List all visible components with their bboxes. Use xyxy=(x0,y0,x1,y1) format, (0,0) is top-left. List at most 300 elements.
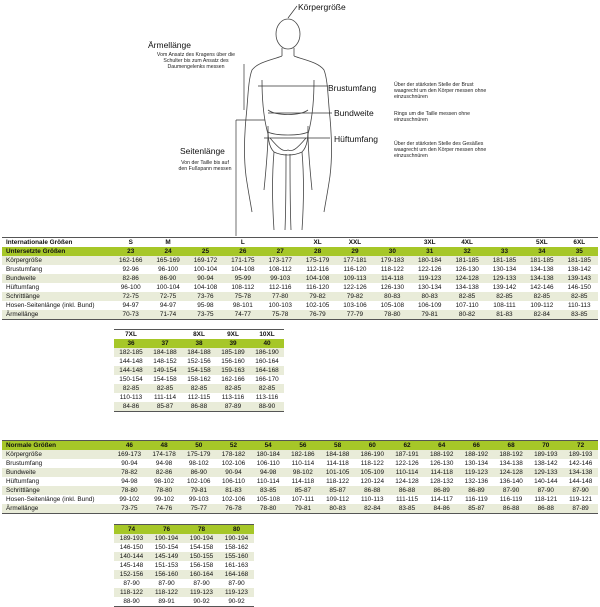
value-cell: 80-82 xyxy=(448,310,485,320)
value-cell: 182-185 xyxy=(114,348,148,357)
value-cell: 85-87 xyxy=(459,504,494,514)
row-label: Hüftumfang xyxy=(6,284,40,291)
value-cell: 81-83 xyxy=(216,486,251,495)
value-cell: 164-168 xyxy=(250,366,284,375)
value-cell: 95-99 xyxy=(224,274,261,283)
measure-row xyxy=(2,477,598,486)
value-cell: 116-120 xyxy=(306,284,330,291)
value-cell: 78-80 xyxy=(112,486,147,495)
size-table-untersetzt-extended xyxy=(114,329,284,412)
value-cell: 94-97 xyxy=(159,302,177,309)
value-cell: 76-78 xyxy=(216,504,251,514)
value-cell: 106-109 xyxy=(417,302,442,309)
value-cell: 77-80 xyxy=(262,292,299,301)
size-number-cell: 35 xyxy=(561,247,598,256)
measure-row xyxy=(114,561,254,570)
value-cell: 107-110 xyxy=(455,302,479,309)
value-cell: 111-115 xyxy=(395,496,418,503)
row-label: Hosen-Seitenlänge (inkl. Bund) xyxy=(6,496,95,503)
value-cell: 114-118 xyxy=(374,274,411,283)
measure-row xyxy=(2,486,598,495)
value-cell: 105-108 xyxy=(256,496,280,503)
value-cell: 75-78 xyxy=(262,310,299,320)
value-cell: 110-113 xyxy=(568,302,591,309)
value-cell: 190-194 xyxy=(149,534,184,543)
value-cell: 140-144 xyxy=(114,552,149,561)
row-label: Brustumfang xyxy=(6,266,43,273)
value-cell: 84-86 xyxy=(424,504,459,514)
body-figure xyxy=(0,0,600,236)
size-number-cell: 30 xyxy=(374,247,411,256)
value-cell: 86-88 xyxy=(528,504,563,514)
size-number-cell: 40 xyxy=(250,339,284,348)
table-subtitle: Normale Größen xyxy=(2,441,112,451)
value-cell: 110-114 xyxy=(291,460,315,467)
size-number-cell: 74 xyxy=(114,525,149,535)
value-cell: 179-183 xyxy=(374,256,411,265)
label-seitenlaenge: Seitenlänge xyxy=(180,146,225,156)
value-cell: 83-85 xyxy=(390,504,425,514)
size-number-cell: 60 xyxy=(355,441,390,451)
value-cell: 118-122 xyxy=(380,266,404,273)
value-cell: 82-85 xyxy=(114,384,148,393)
value-cell: 106-110 xyxy=(221,478,245,485)
value-cell: 122-126 xyxy=(417,266,442,273)
value-cell: 134-138 xyxy=(523,274,560,283)
value-cell: 189-193 xyxy=(114,534,149,543)
value-cell: 169-173 xyxy=(112,450,147,459)
value-cell: 162-166 xyxy=(221,376,245,383)
measure-row xyxy=(2,283,598,292)
label-bundweite: Bundweite xyxy=(334,108,374,118)
value-cell: 144-148 xyxy=(119,358,143,365)
value-cell: 180-184 xyxy=(251,450,286,459)
size-number-row xyxy=(2,441,598,451)
value-cell: 88-90 xyxy=(114,597,149,607)
size-number-cell: 72 xyxy=(563,441,598,451)
value-cell: 78-80 xyxy=(251,504,286,514)
value-cell: 118-122 xyxy=(360,460,384,467)
value-cell: 130-134 xyxy=(492,266,517,273)
measurement-diagram xyxy=(0,0,600,236)
value-cell: 82-86 xyxy=(112,274,149,283)
value-cell: 86-88 xyxy=(355,486,390,495)
value-cell: 180-184 xyxy=(411,256,448,265)
value-cell: 90-94 xyxy=(121,460,138,467)
size-number-cell: 70 xyxy=(528,441,563,451)
value-cell: 118-122 xyxy=(149,588,184,597)
value-cell: 86-88 xyxy=(182,402,216,412)
measure-row xyxy=(114,366,284,375)
intl-size-cell: 8XL xyxy=(182,330,216,340)
value-cell: 83-85 xyxy=(561,310,598,320)
measure-row xyxy=(2,256,598,265)
value-cell: 146-150 xyxy=(567,284,591,291)
intl-size-cell: L xyxy=(224,238,261,248)
value-cell: 187-191 xyxy=(390,450,425,459)
value-cell: 114-117 xyxy=(430,496,453,503)
size-number-cell: 56 xyxy=(286,441,321,451)
value-cell: 82-85 xyxy=(250,384,284,393)
value-cell: 113-116 xyxy=(255,394,279,401)
value-cell: 119-123 xyxy=(184,588,219,597)
value-cell: 126-130 xyxy=(455,266,479,273)
measure-row xyxy=(114,579,254,588)
intl-size-cell: XXL xyxy=(336,238,373,248)
value-cell: 80-83 xyxy=(411,292,448,301)
value-cell: 130-134 xyxy=(464,460,489,467)
value-cell: 86-90 xyxy=(149,274,186,283)
value-cell: 175-179 xyxy=(299,256,336,265)
value-cell: 70-73 xyxy=(112,310,149,320)
row-label: Brustumfang xyxy=(6,460,43,467)
table-subtitle: Untersetzte Größen xyxy=(2,247,112,256)
value-cell: 104-108 xyxy=(193,284,218,291)
value-cell: 124-128 xyxy=(448,274,485,283)
huefte-description: Über der stärksten Stelle des Gesäßes waagrecht um den Körper messen ohne einzuschnüren xyxy=(394,141,487,159)
value-cell: 118-121 xyxy=(534,496,558,503)
value-cell: 181-185 xyxy=(486,256,523,265)
value-cell: 178-182 xyxy=(216,450,251,459)
measure-row xyxy=(114,375,284,384)
value-cell: 129-133 xyxy=(486,274,523,283)
size-number-cell: 80 xyxy=(219,525,254,535)
value-cell: 76-79 xyxy=(299,310,336,320)
value-cell: 99-103 xyxy=(262,274,299,283)
value-cell: 124-128 xyxy=(494,468,529,477)
value-cell: 82-85 xyxy=(523,292,560,301)
measure-row xyxy=(2,301,598,310)
size-number-cell: 52 xyxy=(216,441,251,451)
value-cell: 166-170 xyxy=(255,376,279,383)
size-number-row xyxy=(2,247,598,256)
value-cell: 72-75 xyxy=(149,292,186,301)
value-cell: 77-79 xyxy=(336,310,373,320)
value-cell: 138-142 xyxy=(567,266,591,273)
measure-row xyxy=(114,552,254,561)
intl-size-cell: 4XL xyxy=(448,238,485,248)
intl-size-cell: 9XL xyxy=(216,330,250,340)
value-cell: 118-122 xyxy=(326,478,350,485)
measure-row xyxy=(114,348,284,357)
value-cell: 103-106 xyxy=(343,302,367,309)
value-cell: 186-190 xyxy=(355,450,390,459)
value-cell: 86-89 xyxy=(459,486,494,495)
row-label: Ärmellänge xyxy=(2,310,112,320)
size-number-cell: 64 xyxy=(424,441,459,451)
value-cell: 189-193 xyxy=(528,450,563,459)
value-cell: 188-192 xyxy=(494,450,529,459)
value-cell: 184-188 xyxy=(148,348,182,357)
value-cell: 142-146 xyxy=(568,460,593,467)
value-cell: 98-102 xyxy=(286,468,321,477)
intl-size-cell xyxy=(374,238,411,248)
value-cell: 174-178 xyxy=(147,450,182,459)
value-cell: 161-163 xyxy=(224,562,249,569)
value-cell: 186-190 xyxy=(250,348,284,357)
value-cell: 119-121 xyxy=(569,496,593,503)
value-cell: 126-130 xyxy=(429,460,454,467)
value-cell: 171-175 xyxy=(224,256,261,265)
value-cell: 188-192 xyxy=(459,450,494,459)
value-cell: 110-113 xyxy=(361,496,384,503)
value-cell: 79-81 xyxy=(286,504,321,514)
value-cell: 116-120 xyxy=(343,266,367,273)
value-cell: 142-146 xyxy=(530,284,554,291)
value-cell: 102-105 xyxy=(305,302,330,309)
size-number-cell: 26 xyxy=(224,247,261,256)
value-cell: 126-130 xyxy=(380,284,405,291)
value-cell: 96-100 xyxy=(120,284,141,291)
size-number-cell: 46 xyxy=(112,441,147,451)
measure-row xyxy=(2,459,598,468)
value-cell: 100-104 xyxy=(193,266,218,273)
value-cell: 98-102 xyxy=(188,460,209,467)
value-cell: 96-100 xyxy=(158,266,179,273)
value-cell: 184-188 xyxy=(320,450,355,459)
value-cell: 84-86 xyxy=(114,402,148,412)
value-cell: 94-98 xyxy=(121,478,138,485)
value-cell: 118-122 xyxy=(114,588,149,597)
row-label: Körpergröße xyxy=(2,450,112,459)
value-cell: 155-160 xyxy=(219,552,254,561)
value-cell: 82-86 xyxy=(147,468,182,477)
value-cell: 164-168 xyxy=(219,570,254,579)
value-cell: 111-114 xyxy=(153,394,177,401)
value-cell: 87-90 xyxy=(228,580,245,587)
size-number-cell: 78 xyxy=(184,525,219,535)
value-cell: 82-85 xyxy=(561,292,598,301)
size-number-cell: 33 xyxy=(486,247,523,256)
value-cell: 145-149 xyxy=(149,552,184,561)
value-cell: 158-162 xyxy=(187,376,211,383)
intl-size-cell: S xyxy=(112,238,149,248)
value-cell: 159-163 xyxy=(216,366,250,375)
value-cell: 110-113 xyxy=(119,394,143,401)
value-cell: 138-142 xyxy=(534,460,558,467)
value-cell: 83-85 xyxy=(251,486,286,495)
row-label: Bundweite xyxy=(2,468,112,477)
value-cell: 156-158 xyxy=(189,562,214,569)
value-cell: 87-89 xyxy=(563,504,598,514)
value-cell: 109-113 xyxy=(336,274,373,283)
value-cell: 181-185 xyxy=(561,256,598,265)
table-title: Internationale Größen xyxy=(2,238,112,248)
value-cell: 98-102 xyxy=(154,478,175,485)
size-number-cell: 54 xyxy=(251,441,286,451)
value-cell: 74-76 xyxy=(147,504,182,514)
value-cell: 94-98 xyxy=(155,460,173,467)
value-cell: 79-82 xyxy=(336,292,373,301)
size-number-cell: 23 xyxy=(112,247,149,256)
value-cell: 112-115 xyxy=(187,394,211,401)
value-cell: 134-138 xyxy=(563,468,598,477)
value-cell: 80-83 xyxy=(374,292,411,301)
value-cell: 182-186 xyxy=(286,450,321,459)
value-cell: 87-89 xyxy=(216,402,250,412)
value-cell: 108-111 xyxy=(493,302,516,309)
value-cell: 102-106 xyxy=(221,496,246,503)
size-number-cell: 27 xyxy=(262,247,299,256)
value-cell: 98-101 xyxy=(232,302,253,309)
value-cell: 128-132 xyxy=(429,478,454,485)
value-cell: 154-158 xyxy=(182,366,216,375)
value-cell: 152-156 xyxy=(114,570,149,579)
value-cell: 108-112 xyxy=(268,266,292,273)
value-cell: 87-90 xyxy=(494,486,529,495)
value-cell: 110-114 xyxy=(390,468,425,477)
value-cell: 88-90 xyxy=(250,402,284,412)
value-cell: 82-85 xyxy=(486,292,523,301)
value-cell: 106-110 xyxy=(256,460,280,467)
row-label: Körpergröße xyxy=(2,256,112,265)
value-cell: 150-155 xyxy=(184,552,219,561)
value-cell: 82-84 xyxy=(523,310,560,320)
size-number-cell: 76 xyxy=(149,525,184,535)
size-number-row xyxy=(114,339,284,348)
value-cell: 94-98 xyxy=(251,468,286,477)
value-cell: 82-85 xyxy=(182,384,216,393)
value-cell: 160-164 xyxy=(255,358,279,365)
label-aermellaenge: Ärmellänge xyxy=(148,40,191,50)
value-cell: 87-90 xyxy=(193,580,210,587)
value-cell: 82-85 xyxy=(148,384,182,393)
intl-size-cell xyxy=(486,238,523,248)
value-cell: 139-143 xyxy=(561,274,598,283)
value-cell: 92-96 xyxy=(122,266,139,273)
value-cell: 185-189 xyxy=(216,348,250,357)
size-number-cell: 34 xyxy=(523,247,560,256)
size-number-cell: 58 xyxy=(320,441,355,451)
value-cell: 156-160 xyxy=(149,570,184,579)
value-cell: 100-104 xyxy=(156,284,180,291)
value-cell: 102-106 xyxy=(221,460,246,467)
size-number-cell: 32 xyxy=(448,247,485,256)
size-number-cell: 50 xyxy=(181,441,216,451)
value-cell: 177-181 xyxy=(336,256,373,265)
value-cell: 124-128 xyxy=(395,478,419,485)
bund-description: Rings um die Taille messen ohne einzuschnüren xyxy=(394,111,471,123)
measure-row xyxy=(114,543,254,552)
value-cell: 108-112 xyxy=(231,284,255,291)
size-table-normal xyxy=(2,440,598,514)
value-cell: 87-90 xyxy=(528,486,563,495)
value-cell: 134-138 xyxy=(499,460,523,467)
value-cell: 86-90 xyxy=(181,468,216,477)
measure-row xyxy=(2,495,598,504)
value-cell: 99-103 xyxy=(188,496,209,503)
brust-description: Über der stärksten Stelle der Brust waagrecht um den Körper messen ohne einzuschnüren xyxy=(394,82,487,100)
value-cell: 129-133 xyxy=(528,468,563,477)
value-cell: 112-116 xyxy=(306,266,329,273)
label-koerpergroesse: Körpergröße xyxy=(298,2,346,12)
value-cell: 165-169 xyxy=(149,256,186,265)
value-cell: 78-82 xyxy=(112,468,147,477)
size-number-cell: 68 xyxy=(494,441,529,451)
size-number-cell: 66 xyxy=(459,441,494,451)
size-number-cell: 62 xyxy=(390,441,425,451)
value-cell: 90-94 xyxy=(216,468,251,477)
row-label: Bundweite xyxy=(2,274,112,283)
measure-row xyxy=(114,588,254,597)
value-cell: 95-98 xyxy=(197,302,214,309)
measure-row xyxy=(114,393,284,402)
value-cell: 75-77 xyxy=(181,504,216,514)
value-cell: 73-75 xyxy=(112,504,147,514)
value-cell: 90-92 xyxy=(184,597,219,607)
value-cell: 162-166 xyxy=(112,256,149,265)
value-cell: 82-84 xyxy=(355,504,390,514)
value-cell: 150-154 xyxy=(119,376,143,383)
value-cell: 78-80 xyxy=(147,486,182,495)
value-cell: 86-88 xyxy=(494,504,529,514)
value-cell: 114-118 xyxy=(424,468,459,477)
value-cell: 140-144 xyxy=(534,478,558,485)
size-number-cell: 25 xyxy=(187,247,224,256)
measure-row xyxy=(2,274,598,283)
value-cell: 100-103 xyxy=(268,302,292,309)
value-cell: 104-108 xyxy=(231,266,255,273)
size-number-row xyxy=(114,525,254,535)
value-cell: 79-81 xyxy=(181,486,216,495)
size-table-untersetzt xyxy=(2,237,598,320)
measure-row xyxy=(114,402,284,412)
value-cell: 122-126 xyxy=(343,284,367,291)
value-cell: 119-123 xyxy=(459,468,494,477)
value-cell: 181-185 xyxy=(448,256,485,265)
intl-size-cell: 5XL xyxy=(523,238,560,248)
value-cell: 149-154 xyxy=(148,366,182,375)
measure-row xyxy=(2,504,598,514)
value-cell: 90-94 xyxy=(187,274,224,283)
value-cell: 189-193 xyxy=(563,450,598,459)
value-cell: 119-123 xyxy=(219,588,254,597)
value-cell: 79-82 xyxy=(299,292,336,301)
size-number-cell: 31 xyxy=(411,247,448,256)
value-cell: 79-81 xyxy=(411,310,448,320)
value-cell: 116-119 xyxy=(499,496,523,503)
value-cell: 101-105 xyxy=(320,468,355,477)
intl-size-cell: 3XL xyxy=(411,238,448,248)
row-label: Schrittlänge xyxy=(2,292,112,301)
value-cell: 81-83 xyxy=(486,310,523,320)
intl-size-cell: 6XL xyxy=(561,238,598,248)
row-label: Hosen-Seitenlänge (inkl. Bund) xyxy=(6,302,95,309)
value-cell: 87-90 xyxy=(158,580,175,587)
value-cell: 78-80 xyxy=(374,310,411,320)
value-cell: 73-75 xyxy=(187,310,224,320)
measure-row xyxy=(114,357,284,366)
value-cell: 181-185 xyxy=(523,256,560,265)
value-cell: 190-194 xyxy=(184,534,219,543)
value-cell: 150-154 xyxy=(154,544,179,551)
value-cell: 134-138 xyxy=(455,284,479,291)
size-number-cell: 38 xyxy=(182,339,216,348)
measure-row xyxy=(114,384,284,393)
value-cell: 75-78 xyxy=(224,292,261,301)
value-cell: 80-83 xyxy=(320,504,355,514)
value-cell: 158-162 xyxy=(224,544,249,551)
value-cell: 175-179 xyxy=(181,450,216,459)
value-cell: 148-152 xyxy=(153,358,177,365)
size-number-cell: 24 xyxy=(149,247,186,256)
value-cell: 113-116 xyxy=(221,394,245,401)
value-cell: 154-158 xyxy=(153,376,177,383)
measure-row xyxy=(2,468,598,477)
measure-row xyxy=(2,292,598,301)
value-cell: 160-164 xyxy=(184,570,219,579)
value-cell: 74-77 xyxy=(224,310,261,320)
